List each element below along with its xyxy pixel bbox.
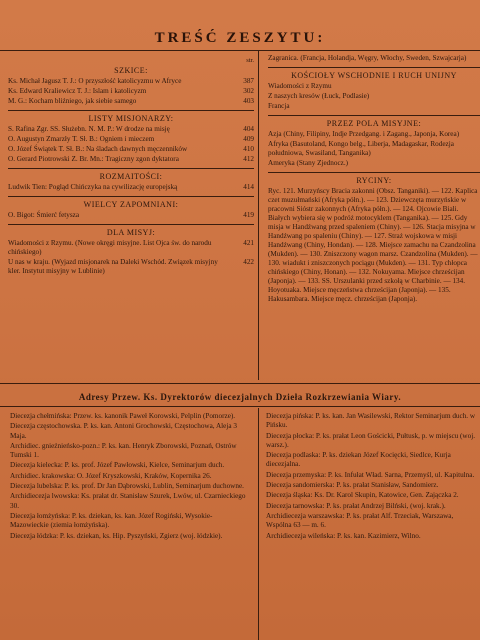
contents-entry bbox=[8, 145, 254, 154]
address-item: Archidiecezja lwowska: Ks. prałat dr. Stanisław Szurek, Lwów, ul. Czarnieckiego 30. bbox=[10, 492, 246, 510]
entry-page: 409 bbox=[243, 135, 254, 143]
contents-line: Francja bbox=[268, 102, 290, 110]
address-item: Diecezja podlaska: P. ks. dziekan Józef Kocięcki, Siedlce, Kurja diecezjalna. bbox=[266, 451, 451, 469]
address-item: Diecezja przemyska: P. ks. Infułat Wład. Sarna, Przemyśl, ul. Kapitulna. bbox=[266, 470, 475, 479]
entry-title: Ks. Michał Jagusz T. J.: O przyszłość katolicyzmu w Afryce bbox=[8, 77, 182, 85]
addresses-column-divider bbox=[258, 408, 259, 640]
column-divider bbox=[258, 50, 259, 380]
entry-title: Ludwik Tien: Pogląd Chińczyka na cywilizację europejską bbox=[8, 183, 178, 191]
contents-entry bbox=[8, 135, 254, 144]
address-item: Diecezja łódzka: P. ks. dziekan, ks. Hip. Pyszyński, Zgierz (woj. łódzkie). bbox=[10, 531, 223, 540]
address-item: Diecezja sandomierska: P. ks. prałat Stanisław, Sandomierz. bbox=[266, 481, 439, 490]
address-item: Diecezja łomżyńska: P. ks. dziekan, ks. kan. Józef Rogiński, Wysokie-Mazowieckie (ziemia łomżyńska). bbox=[10, 511, 213, 530]
entry-page: 422 bbox=[243, 258, 254, 266]
address-item: Archidiec. gnieźnieńsko-pozn.: P. ks. kan. Henryk Zborowski, Poznań, Ostrów Tumski 1. bbox=[10, 441, 237, 460]
entry-title: Ks. Edward Kraliewicz T. J.: Islam i katolicyzm bbox=[8, 87, 147, 95]
section-heading: PRZEZ POLA MISYJNE: bbox=[268, 115, 480, 128]
contents-line: Azja (Chiny, Filipiny, Indje Przedgang. i Zagang., Japonja, Korea) bbox=[268, 130, 460, 138]
section-heading: SZKICE: bbox=[114, 66, 148, 75]
address-item: Diecezja częstochowska. P. ks. kan. Antoni Grochowski, Częstochowa, Aleja 3 Maja. bbox=[10, 422, 237, 440]
section-divider-bottom bbox=[0, 406, 480, 407]
entry-page: 302 bbox=[243, 87, 254, 95]
address-item: Diecezja lubelska: P. ks. prof. Dr Jan Dąbrowski, Lublin, Seminarjum duchowne. bbox=[10, 482, 244, 491]
contents-line: Z naszych kresów (Łuck, Podlasie) bbox=[268, 92, 370, 100]
contents-entry bbox=[8, 125, 254, 134]
contents-line: Wiadomości z Rzymu bbox=[268, 82, 332, 90]
address-item: Diecezja kielecka: P. ks. prof. Józef Pawłowski, Kielce, Seminarjum duch. bbox=[10, 461, 225, 470]
entry-title: S. Rafina Zgr. SS. Służebn. N. M. P.: W drodze na misję bbox=[8, 125, 170, 133]
entry-page: 414 bbox=[243, 183, 254, 191]
contents-line: Afryka (Basutoland, Kongo belg., Liberja, Madagaskar, Rodezja południowa, Swasiland, Tanganika) bbox=[268, 140, 454, 157]
section-heading: LISTY MISJONARZY: bbox=[8, 110, 254, 123]
contents-entry bbox=[8, 239, 254, 257]
contents-right-column bbox=[268, 54, 480, 305]
contents-entry bbox=[8, 87, 254, 96]
section-heading: WIELCY ZAPOMNIANI: bbox=[8, 196, 254, 209]
contents-left-column bbox=[8, 56, 254, 277]
entry-page: 404 bbox=[243, 125, 254, 133]
contents-line: Ameryka (Stany Zjednocz.) bbox=[268, 159, 349, 167]
addresses-right-column bbox=[266, 412, 480, 542]
entry-page: 403 bbox=[243, 97, 254, 105]
section-heading: KOŚCIOŁY WSCHODNIE I RUCH UNIJNY bbox=[268, 67, 480, 80]
addresses-title: Adresy Przew. Ks. Dyrektorów diecezjalnych Dzieła Rozkrzewiania Wiary. bbox=[78, 392, 402, 402]
page-title: TREŚĆ ZESZYTU: bbox=[154, 30, 326, 46]
address-item: Diecezja tarnowska: P. ks. prałat Andrzej Bilński, (woj. krak.). bbox=[266, 501, 446, 510]
address-item: Archidiecezja wileńska: P. ks. kan. Kazimierz, Wilno. bbox=[266, 531, 421, 540]
contents-entry bbox=[8, 97, 254, 106]
address-item: Diecezja pińska: P. ks. kan. Jan Wasilewski, Rektor Seminarjum duch. w Pińsku. bbox=[266, 412, 476, 430]
entry-title: O. Gerard Piotrowski Z. Br. Mn.: Tragiczny zgon dyktatora bbox=[8, 155, 179, 163]
entry-title: M. G.: Kocham bliźniego, jak siebie samego bbox=[8, 97, 137, 105]
contents-entry bbox=[8, 77, 254, 86]
address-item: Diecezja chełmińska: Przew. ks. kanonik Paweł Korowski, Pelplin (Pomorze). bbox=[10, 412, 236, 420]
address-item: Diecezja płocka: P. ks. prałat Leon Gościcki, Pułtusk, p. w miejscu (woj. warsz.). bbox=[266, 431, 475, 449]
address-item: Archidiec. krakowska: O. Józef Kryszkowski, Kraków, Kopernika 26. bbox=[10, 471, 212, 480]
entry-title: O. Bigot: Śmierć fetysza bbox=[8, 211, 80, 219]
address-item: Diecezja śląska: Ks. Dr. Karol Skupin, Katowice, Gen. Zajączka 2. bbox=[266, 491, 459, 500]
entry-page: 412 bbox=[243, 155, 254, 163]
entry-page: 387 bbox=[243, 77, 254, 85]
section-heading: RYCINY: bbox=[268, 172, 480, 185]
contents-entry bbox=[8, 155, 254, 164]
entry-page: 421 bbox=[243, 239, 254, 247]
page-number-label: str. bbox=[246, 57, 254, 64]
section-heading: ROZMAITOŚCI: bbox=[8, 168, 254, 181]
addresses-left-column bbox=[10, 412, 250, 542]
entry-title: O. Józef Świątek T. Sł. B.: Na śladach dawnych męczenników bbox=[8, 145, 188, 153]
address-item: Archidiecezja warszawska: P. ks. prałat Alf. Trzeciak, Warszawa, Wspólna 63 — m. 6. bbox=[266, 511, 454, 530]
section-heading: DLA MISYJ: bbox=[8, 224, 254, 237]
contents-line: Zagranica. (Francja, Holandja, Węgry, Włochy, Sweden, Szwajcarja) bbox=[268, 54, 467, 62]
section-divider-top bbox=[0, 383, 480, 384]
entry-title: Wiadomości z Rzymu. (Nowe okręgi misyjne. List Ojca św. do narodu chińskiego) bbox=[8, 239, 212, 256]
contents-entry bbox=[8, 211, 254, 220]
contents-entry bbox=[8, 258, 254, 276]
entry-title: O. Augustyn Zmarzły T. Sł. B.: Ogniem i mieczem bbox=[8, 135, 155, 143]
entry-title: U nas w kraju. (Wyjazd misjonarek na Daleki Wschód. Związek misyjny kler. Instytut misyjny w Lublinie) bbox=[8, 258, 218, 275]
contents-entry bbox=[8, 183, 254, 192]
entry-page: 419 bbox=[243, 211, 254, 219]
contents-line: Ryc. 121. Murzyńscy Bracia zakonni (Obsz. Tanganiki). — 122. Kaplica czet muzułmański (Afryka półn.). — 123. Dziewczęta murzyńskie w pracowni Sióstr zakonnych (Afryka półn.). — 124. Ojcowie Biali. Białych wybiera się w podróż motocyklem (Tanganika). — 125. Gdy misja w Handźwang przed spaleniem (Chiny). — 126. Stacja misyjna w Handźwang po spaleniu (Chiny). — 127. Straż wojskowa w misji Handźwang (Chiny, Hondan). — 128. Miejsce zamachu na Czandzolina (Mukden). — 130. Zniszczony wagon marsz. Czandzolina (Mukden). — 130. wiadukt i zniszczonych pociągu (Mukden). — 131. Typ chłopca chińskiego (Chiny, Honan). — 132. Nokuyama. Miejsce chrześcijan (Japonja). — 133. SS. Urszulanki przed szkołą w Charbinie. — 134. Hoyotuaka. Miejsce męczeństwa chrześcijan (Japonja). — 135. Hakusambara. Miejsce męcz. chrześcijan (Japonja). bbox=[268, 187, 478, 303]
entry-page: 410 bbox=[243, 145, 254, 153]
